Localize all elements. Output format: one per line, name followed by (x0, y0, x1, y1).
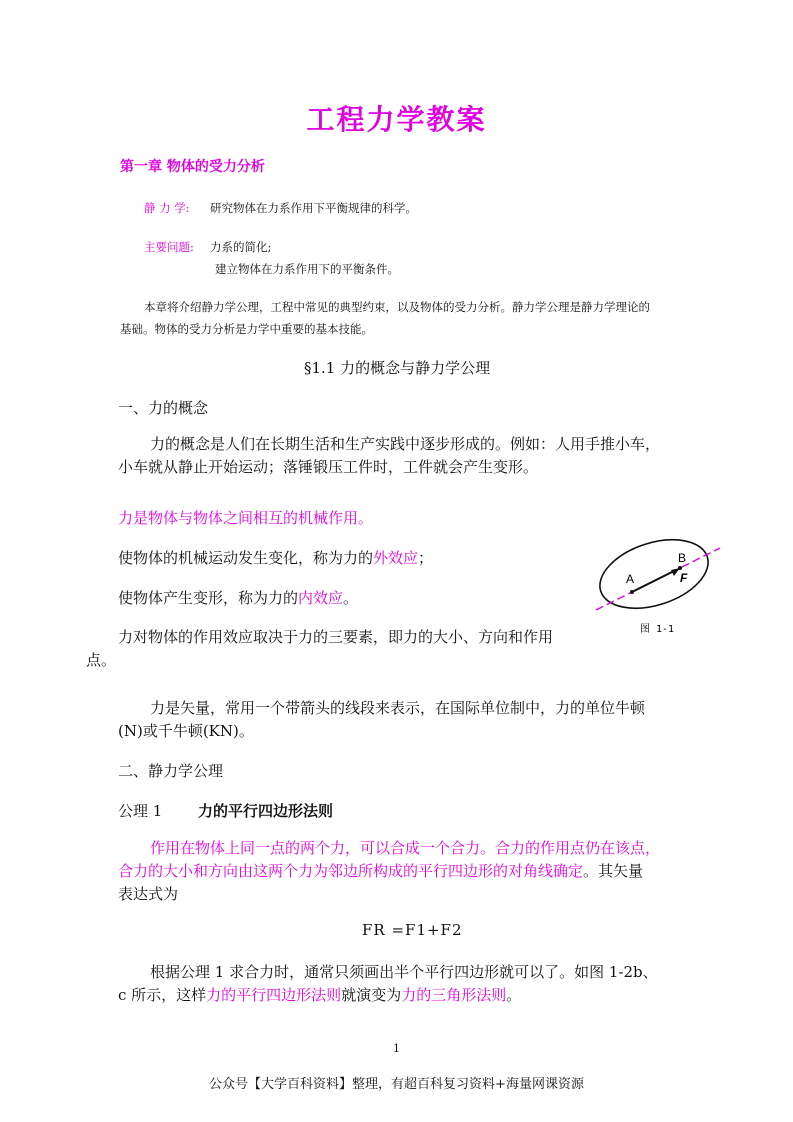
chapter-heading: 第一章 物体的受力分析 (120, 159, 265, 175)
external-effect-end: ； (418, 549, 434, 567)
footer-note: 公众号【大学百科资料】整理，有超百科复习资料+海量网课资源 (209, 1077, 584, 1092)
triangle-rule-paragraph (118, 961, 658, 1007)
concept-line-1: 力的概念是人们在长期生活和生产实践中逐步形成的。例如：人用手推小车， (150, 435, 661, 453)
axiom-paragraph (118, 837, 660, 906)
concept-line-2: 小车就从静止开始运动；落锤锻压工件时，工件就会产生变形。 (118, 458, 539, 476)
axiom-line-2-rule: 合力的大小和方向由这两个力为邻边所构成的平行四边形的对角线确定 (118, 862, 584, 880)
label-b: B (678, 551, 687, 565)
figure-caption: 图 1-1 (640, 624, 675, 635)
label-f: F (680, 571, 688, 585)
axiom-1-label: 公理 1 (118, 802, 163, 820)
triangle-rule-line-1: 根据公理 1 求合力时，通常只须画出半个平行四边形就可以了。如图 1-2b、 (150, 963, 658, 981)
axiom-line-1: 作用在物体上同一点的两个力，可以合成一个合力。合力的作用点仍在该点， (150, 839, 661, 857)
part2-heading: 二、静力学公理 (118, 762, 224, 780)
axiom-line-3: 表达式为 (118, 885, 179, 903)
force-vector (632, 570, 676, 592)
vector-line-2: (N)或千牛顿(KN)。 (118, 722, 254, 740)
page-number: 1 (393, 1042, 400, 1055)
document-title: 工程力学教案 (306, 103, 487, 136)
summary-line-2: 基础。物体的受力分析是力学中重要的基本技能。 (120, 322, 373, 336)
summary-line-1: 本章将介绍静力学公理，工程中常见的典型约束，以及物体的受力分析。静力学公理是静力学理论的 (144, 300, 650, 314)
internal-effect-term: 内效应 (298, 589, 344, 607)
external-effect (118, 547, 433, 568)
three-elements-line-1: 力对物体的作用效应取决于力的三要素，即力的大小、方向和作用 (118, 628, 554, 646)
label-a: A (626, 572, 635, 586)
triangle-rule-line-2 (118, 984, 658, 1007)
vector-line-1: 力是矢量，常用一个带箭头的线段来表示，在国际单位制中，力的单位牛顿 (150, 699, 646, 717)
axiom-line-2-tail: 。其矢量 (583, 862, 644, 880)
section-heading: §1.1 力的概念与静力学公理 (304, 359, 491, 377)
triangle-rule-text-b: 就演变为 (341, 986, 402, 1004)
point-a (630, 590, 634, 594)
figure-1-1 (590, 532, 730, 644)
chapter-summary (120, 296, 650, 340)
axiom-line-2 (118, 860, 660, 883)
internal-effect (118, 587, 358, 608)
point-b (678, 566, 682, 570)
concept-paragraph (118, 433, 660, 479)
problem-item-1: 力系的简化; (210, 240, 272, 254)
problem-item-2: 建立物体在力系作用下的平衡条件。 (215, 262, 399, 276)
vector-paragraph (118, 697, 645, 743)
triangle-rule-term-2: 力的三角形法则 (401, 986, 507, 1004)
force-definition: 力是物体与物体之间相互的机械作用。 (118, 509, 374, 527)
internal-effect-end: 。 (343, 589, 359, 607)
triangle-rule-term-1: 力的平行四边形法则 (206, 986, 342, 1004)
triangle-rule-text-c: 。 (506, 986, 522, 1004)
three-elements-line-2: 点。 (86, 651, 117, 669)
vector-formula: FR =F1+F2 (362, 921, 463, 939)
triangle-rule-text-a: c 所示，这样 (118, 986, 207, 1004)
external-effect-term: 外效应 (373, 549, 419, 567)
external-effect-text: 使物体的机械运动发生变化，称为力的 (118, 549, 374, 567)
axiom-1-title: 力的平行四边形法则 (198, 802, 334, 820)
internal-effect-text: 使物体产生变形，称为力的 (118, 589, 299, 607)
body-outline (591, 532, 717, 621)
statics-definition: 研究物体在力系作用下平衡规律的科学。 (210, 201, 417, 215)
problems-label: 主要问题: (144, 240, 194, 254)
part1-heading: 一、力的概念 (118, 399, 209, 417)
statics-label: 静 力 学: (144, 201, 190, 215)
